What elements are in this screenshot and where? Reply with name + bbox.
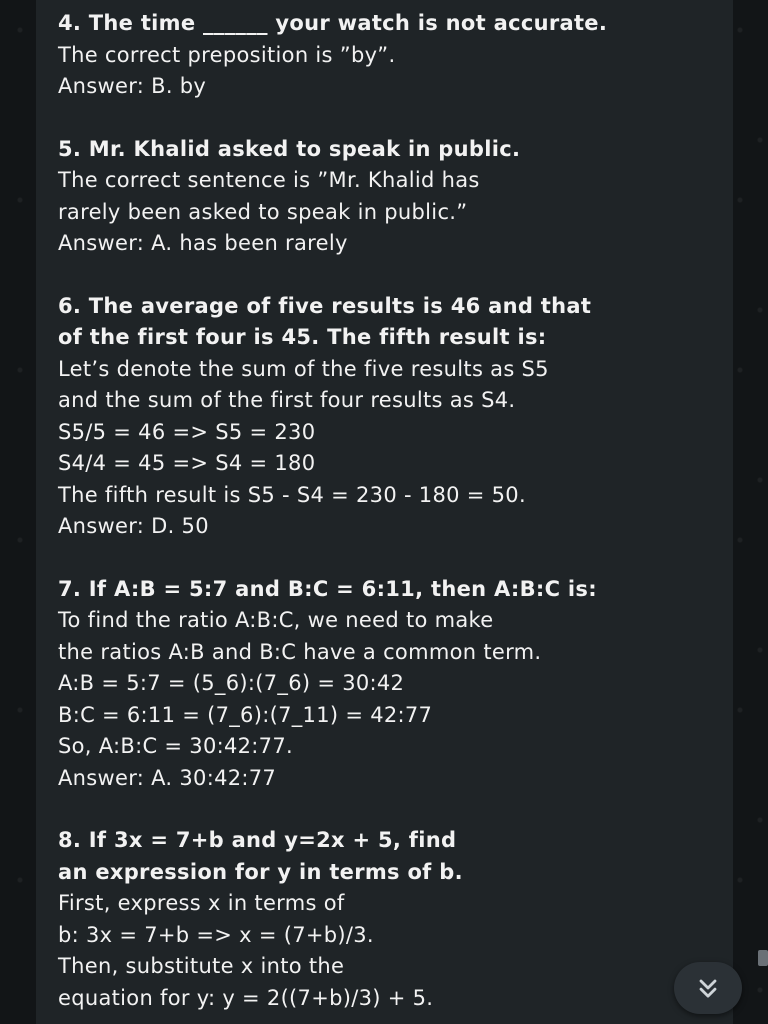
answer-line: The fifth result is S5 - S4 = 230 - 180 = 50. xyxy=(58,482,526,507)
answer-line: The correct preposition is ”by”. xyxy=(58,42,396,67)
answer-line: Answer: A. 30:42:77 xyxy=(58,765,277,790)
answer-line: The correct sentence is ”Mr. Khalid has xyxy=(58,168,480,192)
question-block-6 xyxy=(58,291,733,543)
answer-line: rarely been asked to speak in public.” xyxy=(58,199,468,224)
double-chevron-down-icon xyxy=(694,974,722,1002)
question-title: an expression for y in terms of b. xyxy=(58,859,463,884)
answer-line: Answer: B. by xyxy=(58,74,207,98)
answer-line: First, express x in terms of xyxy=(58,891,345,915)
message-bubble[interactable] xyxy=(36,0,733,1024)
question-title: 7. If A:B = 5:7 and B:C = 6:11, then A:B:C is: xyxy=(58,576,597,601)
question-title: 6. The average of five results is 46 and that xyxy=(58,293,592,318)
answer-line: the ratios A:B and B:C have a common term. xyxy=(58,639,542,664)
question-title: of the first four is 45. The fifth result is: xyxy=(58,325,547,349)
answer-line: Let’s denote the sum of the five results as S5 xyxy=(58,356,549,381)
question-title: 5. Mr. Khalid asked to speak in public. xyxy=(58,136,521,161)
answer-line: equation for y: y = 2((7+b)/3) + 5. xyxy=(58,985,434,1010)
answer-line: To find the ratio A:B:C, we need to make xyxy=(58,608,494,632)
question-block-5 xyxy=(58,134,733,260)
answer-line: A:B = 5:7 = (5_6):(7_6) = 30:42 xyxy=(58,671,405,695)
question-title: 4. The time ______ your watch is not accurate. xyxy=(58,11,608,35)
question-title: 8. If 3x = 7+b and y=2x + 5, find xyxy=(58,828,457,852)
scroll-to-bottom-button[interactable] xyxy=(674,962,742,1014)
scroll-indicator xyxy=(758,950,768,966)
message-text xyxy=(36,0,733,1014)
answer-line: S4/4 = 45 => S4 = 180 xyxy=(58,451,316,475)
answer-line: So, A:B:C = 30:42:77. xyxy=(58,734,293,758)
question-block-4 xyxy=(58,8,733,103)
answer-line: Answer: D. 50 xyxy=(58,514,209,538)
answer-line: and the sum of the first four results as S4. xyxy=(58,388,516,412)
question-block-7 xyxy=(58,574,733,795)
answer-line: Answer: A. has been rarely xyxy=(58,231,348,255)
answer-line: B:C = 6:11 = (7_6):(7_11) = 42:77 xyxy=(58,702,433,727)
answer-line: Then, substitute x into the xyxy=(58,954,345,978)
question-block-8 xyxy=(58,825,733,1014)
answer-line: b: 3x = 7+b => x = (7+b)/3. xyxy=(58,922,374,947)
answer-line: S5/5 = 46 => S5 = 230 xyxy=(58,419,316,444)
